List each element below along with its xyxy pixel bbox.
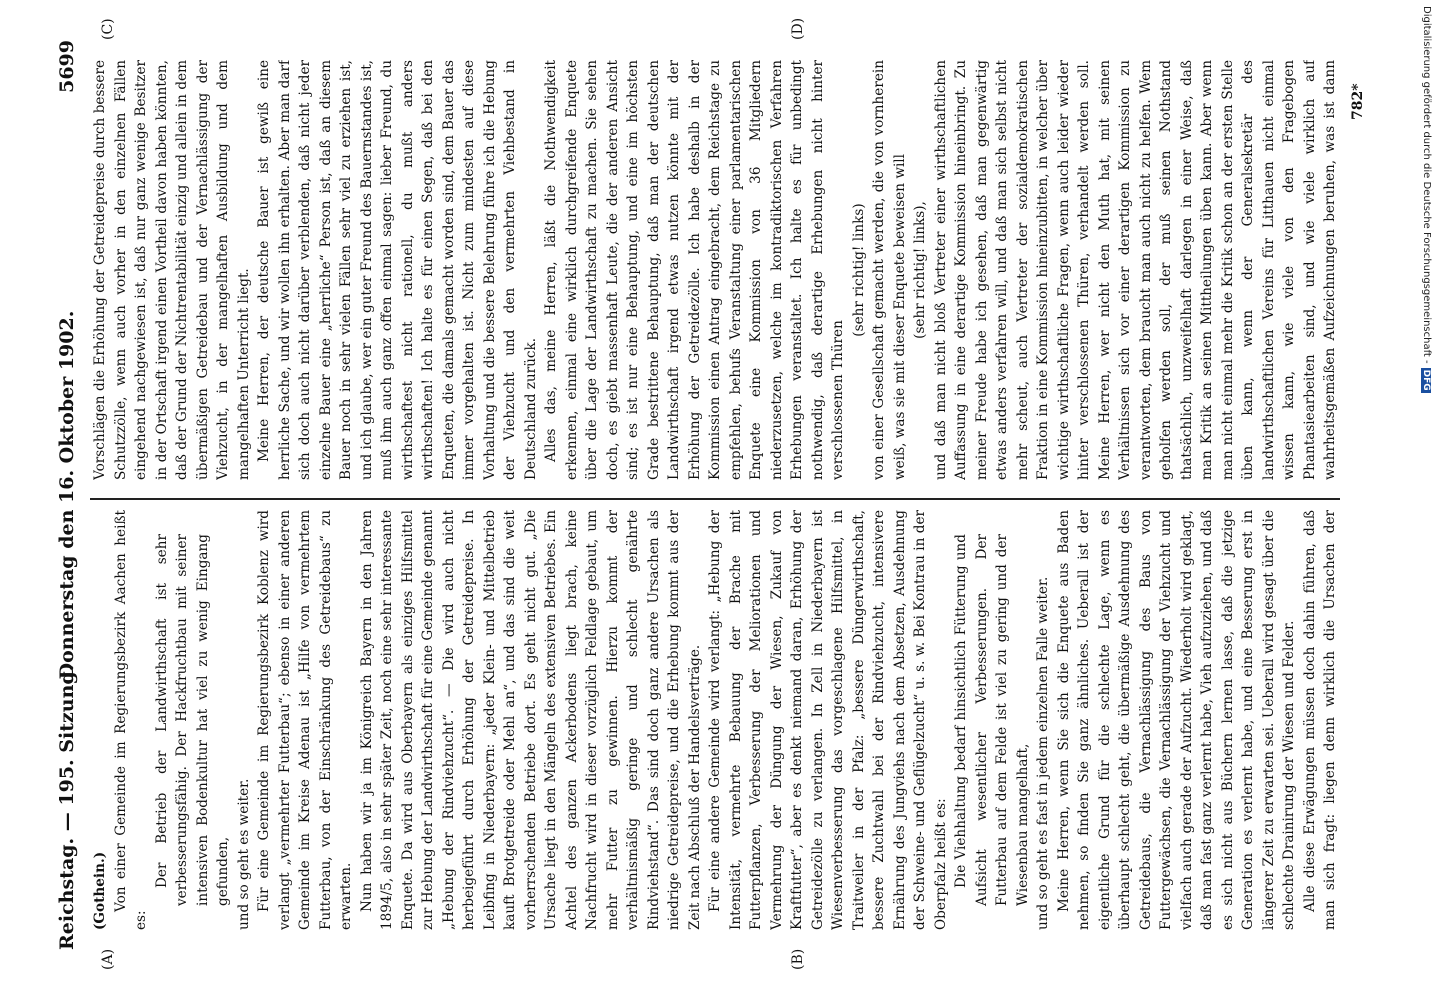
digitization-sidebar	[1418, 6, 1432, 996]
page-number: 5699	[56, 40, 78, 93]
paragraph: von einer Gesellschaft gemacht werden, die von vornherein weiß, was sie mit dieser Enquete beweisen will	[871, 60, 908, 480]
header-left: Reichstag. — 195. Sitzung.	[56, 664, 78, 950]
paragraph: und so geht es fast in jedem einzelnen Falle weiter.	[1035, 576, 1051, 930]
interjection: (sehr richtig! links),	[912, 201, 928, 339]
page-header	[50, 40, 86, 950]
paragraph: und so geht es weiter.	[235, 778, 252, 930]
right-column	[90, 60, 1340, 480]
left-column	[90, 510, 1340, 930]
paragraph: Von einer Gemeinde im Regierungsbezirk Aachen heißt es:	[112, 510, 149, 930]
margin-marker-d: (D)	[790, 17, 806, 40]
margin-marker-c: (C)	[100, 18, 116, 40]
paragraph: Alles das, meine Herren, läßt die Nothwendigkeit erkennen, einmal eine wirklich durchgreifende Enquete über die Lage der Landwirthschaft zu machen. Sie sehen doch, es giebt massenhaft Leute, die der anderen Ansicht sind; es ist nur eine Behauptung, und eine im höchsten Grade bestrittene Behauptung, daß man der deutschen Landwirthschaft irgend etwas nutzen könnte mit der Erhöhung der Getreidezölle. Ich habe deshalb in der Kommission einen Antrag eingebracht, dem Reichstage zu empfehlen, behufs Veranstaltung einer parlamentarischen Enquete eine Kommission von 36 Mitgliedern niederzusetzen, welche im kontradiktorischen Verfahren Erhebungen veranstaltet. Ich halte es für unbedingt nothwendig, daß derartige Erhebungen nicht hinter verschlossenen Thüren	[543, 60, 846, 480]
quote-paragraph: Der Betrieb der Landwirthschaft ist sehr verbesserungsfähig. Der Hackfruchtbau mit seiner intensiven Bodenkultur hat viel zu wenig Eingang gefunden,	[153, 534, 231, 906]
column-divider	[90, 498, 1340, 500]
folio-number: 782*	[1350, 83, 1366, 120]
paragraph: Für eine andere Gemeinde wird verlangt: „Hebung der Intensität, vermehrte Bebauung der Brache mit Futterpflanzen, Verbesserung der Meliorationen und Vermehrung der Düngung der Wiesen, Zukauf von Kraftfutter“, aber es denkt niemand daran, Erhöhung der Getreidezölle zu verlangen. In Zell in Niederbayern ist Wiesenverbesserung das vorgeschlagene Hilfsmittel, in Traitweiler in der Pfalz: „bessere Düngerwirthschaft, bessere Zuchtwahl bei der Rindviehzucht, intensivere Ernährung des Jungviehs nach dem Absetzen, Ausdehnung der Schweine- und Geflügelzucht“ u. s. w. Bei Kontrau in der Oberpfalz heißt es:	[707, 510, 949, 930]
margin-marker-a: (A)	[100, 948, 116, 970]
paragraph: Alle diese Erwägungen müssen doch dahin führen, daß man sich fragt: liegen denn wirklich die Ursachen der	[1301, 510, 1338, 930]
header-date: Donnerstag den 16. Oktober 1902.	[56, 310, 78, 680]
paragraph: Meine Herren, wenn Sie sich die Enquete aus Baden nehmen, so finden Sie ganz ähnliches. Ueberall ist der eigentliche Grund für die schlechte Lage, wenn es überhaupt schlecht geht, die übermäßige Ausdehnung des Getreidebaus, die Vernachlässigung des Baus von Futtergewächsen, die Vernachlässigung der Viehzucht und vielfach auch gerade der Aufzucht. Wiederholt wird geklagt, daß man fast ganz verlernt habe, Vieh aufzuziehen, und daß es sich nicht aus Büchern lernen lasse, daß die jetzige Generation es verlernt habe, und eine Besserung erst in längerer Zeit zu erwarten sei. Ueberall wird gesagt über die schlechte Drainirung der Wiesen und Felder.	[1055, 510, 1297, 930]
paragraph: Meine Herren, der deutsche Bauer ist gewiß eine herrliche Sache, und wir wollen ihn erhalten. Aber man darf sich doch auch nicht darüber verblenden, daß nicht jeder einzelne Bauer eine „herrliche“ Person ist, daß an diesem Bauer noch in sehr vielen Fällen sehr viel zu erziehen ist, und ich glaube, wer ein guter Freund des Bauernstandes ist, muß ihm auch ganz offen einmal sagen: lieber Freund, du wirthschaftest nicht rationell, du mußt anders wirthschaften! Ich halte es für einen Segen, daß bei den Enqueten, die damals gemacht worden sind, dem Bauer das immer vorgehalten ist. Nicht zum mindesten auf diese Vorhaltung und die bessere Belehrung führe ich die Hebung der Viehzucht und den vermehrten Viehbestand in Deutschland zurück.	[256, 60, 539, 480]
margin-marker-b: (B)	[790, 948, 806, 970]
paragraph: Für eine Gemeinde im Regierungsbezirk Koblenz wird verlangt „vermehrter Futterbau“; ebenso in einer anderen Gemeinde im Kreise Adenau ist „Hilfe von vermehrtem Futterbau, von der Einschränkung des Getreidebaus“ zu erwarten.	[256, 510, 354, 930]
paragraph: Nun haben wir ja im Königreich Bayern in den Jahren 1894/5, also in sehr später Zeit, noch eine sehr interessante Enquete. Da wird aus Oberbayern als einziges Hilfsmittel zur Hebung der Landwirthschaft für eine Gemeinde genannt „Hebung der Rindviehzucht“. — Die wird auch nicht herbeigeführt durch Erhöhung der Getreidepreise. In Leibfing in Niederbayern: „jeder Klein- und Mittelbetrieb kauft Brotgetreide oder Mehl an“, und das sind die weit vorherrschenden Betriebe dort. Es geht nicht gut. „Die Ursache liegt in den Mängeln des extensiven Betriebes. Ein Achtel des ganzen Ackerbodens liegt brach, keine Nachfrucht wird in dieser vorzüglich Feldlage gebaut, um mehr Futter zu gewinnen. Hierzu kommt der verhältnismäßig geringe und schlecht genährte Rindviehstand“. Das sind doch ganz andere Ursachen als niedrige Getreidepreise, und die Erhebung kommt aus der Zeit nach Abschluß der Handelsverträge.	[358, 510, 703, 930]
paragraph: und daß man nicht bloß Vertreter einer wirthschaftlichen Auffassung in eine derartige Kommission hineinbringt. Zu meiner Freude habe ich gesehen, daß man gegenwärtig etwas anders verfahren will, und daß man sich selbst nicht mehr scheut, auch Vertreter der sozialdemokratischen Fraktion in eine Kommission hineinzubitten, in welcher über wichtige wirthschaftliche Fragen, wenn auch leider wieder hinter verschlossenen Thüren, verhandelt werden soll. Meine Herren, wer nicht den Muth hat, mit seinen Verhältnissen sich vor einer derartigen Kommission zu verantworten, dem braucht man auch nicht zu helfen. Wem geholfen werden soll, der muß seinen Nothstand thatsächlich, unzweifelhaft darlegen in einer Weise, daß man Kritik an seinen Mittheilungen üben kann. Aber wenn man nicht einmal mehr die Kritik schon an der ersten Stelle üben kann, wenn der Generalsekretär des landwirthschaftlichen Vereins für Litthauen nicht einmal wissen kann, wie viele von den Fragebogen Phantasiearbeiten sind, und wie viele wirklich auf wahrheitsgemäßen Aufzeichnungen beruhen, was ist dann	[932, 60, 1338, 480]
speaker-label: (Gothein.)	[92, 851, 108, 930]
interjection: (sehr richtig! links)	[850, 203, 867, 337]
dfg-logo: DFG	[1421, 369, 1431, 391]
rotated-page	[20, 0, 1400, 1000]
paragraph: Vorschlägen die Erhöhung der Getreidepreise durch bessere Schutzzölle, wenn auch vorher in den einzelnen Fällen eingehend nachgewiesen ist, daß nur ganz wenige Besitzer in der Ortschaft irgend einen Vortheil davon haben könnten, daß der Grund der Nichtrentabilität einzig und allein in dem übermäßigen Getreidebau und der Vernachlässigung der Viehzucht, in der mangelhaften Ausbildung und dem mangelhaften Unterricht liegt.	[92, 60, 252, 480]
digitization-note: Digitalisierung gefördert durch die Deutsche Forschungsgemeinschaft -	[1421, 6, 1432, 364]
quote-paragraph: Die Viehhaltung bedarf hinsichtlich Fütterung und Aufsicht wesentlicher Verbesserungen. Der Futterbau auf dem Felde ist viel zu gering und der Wiesenbau mangelhaft,	[953, 534, 1031, 906]
